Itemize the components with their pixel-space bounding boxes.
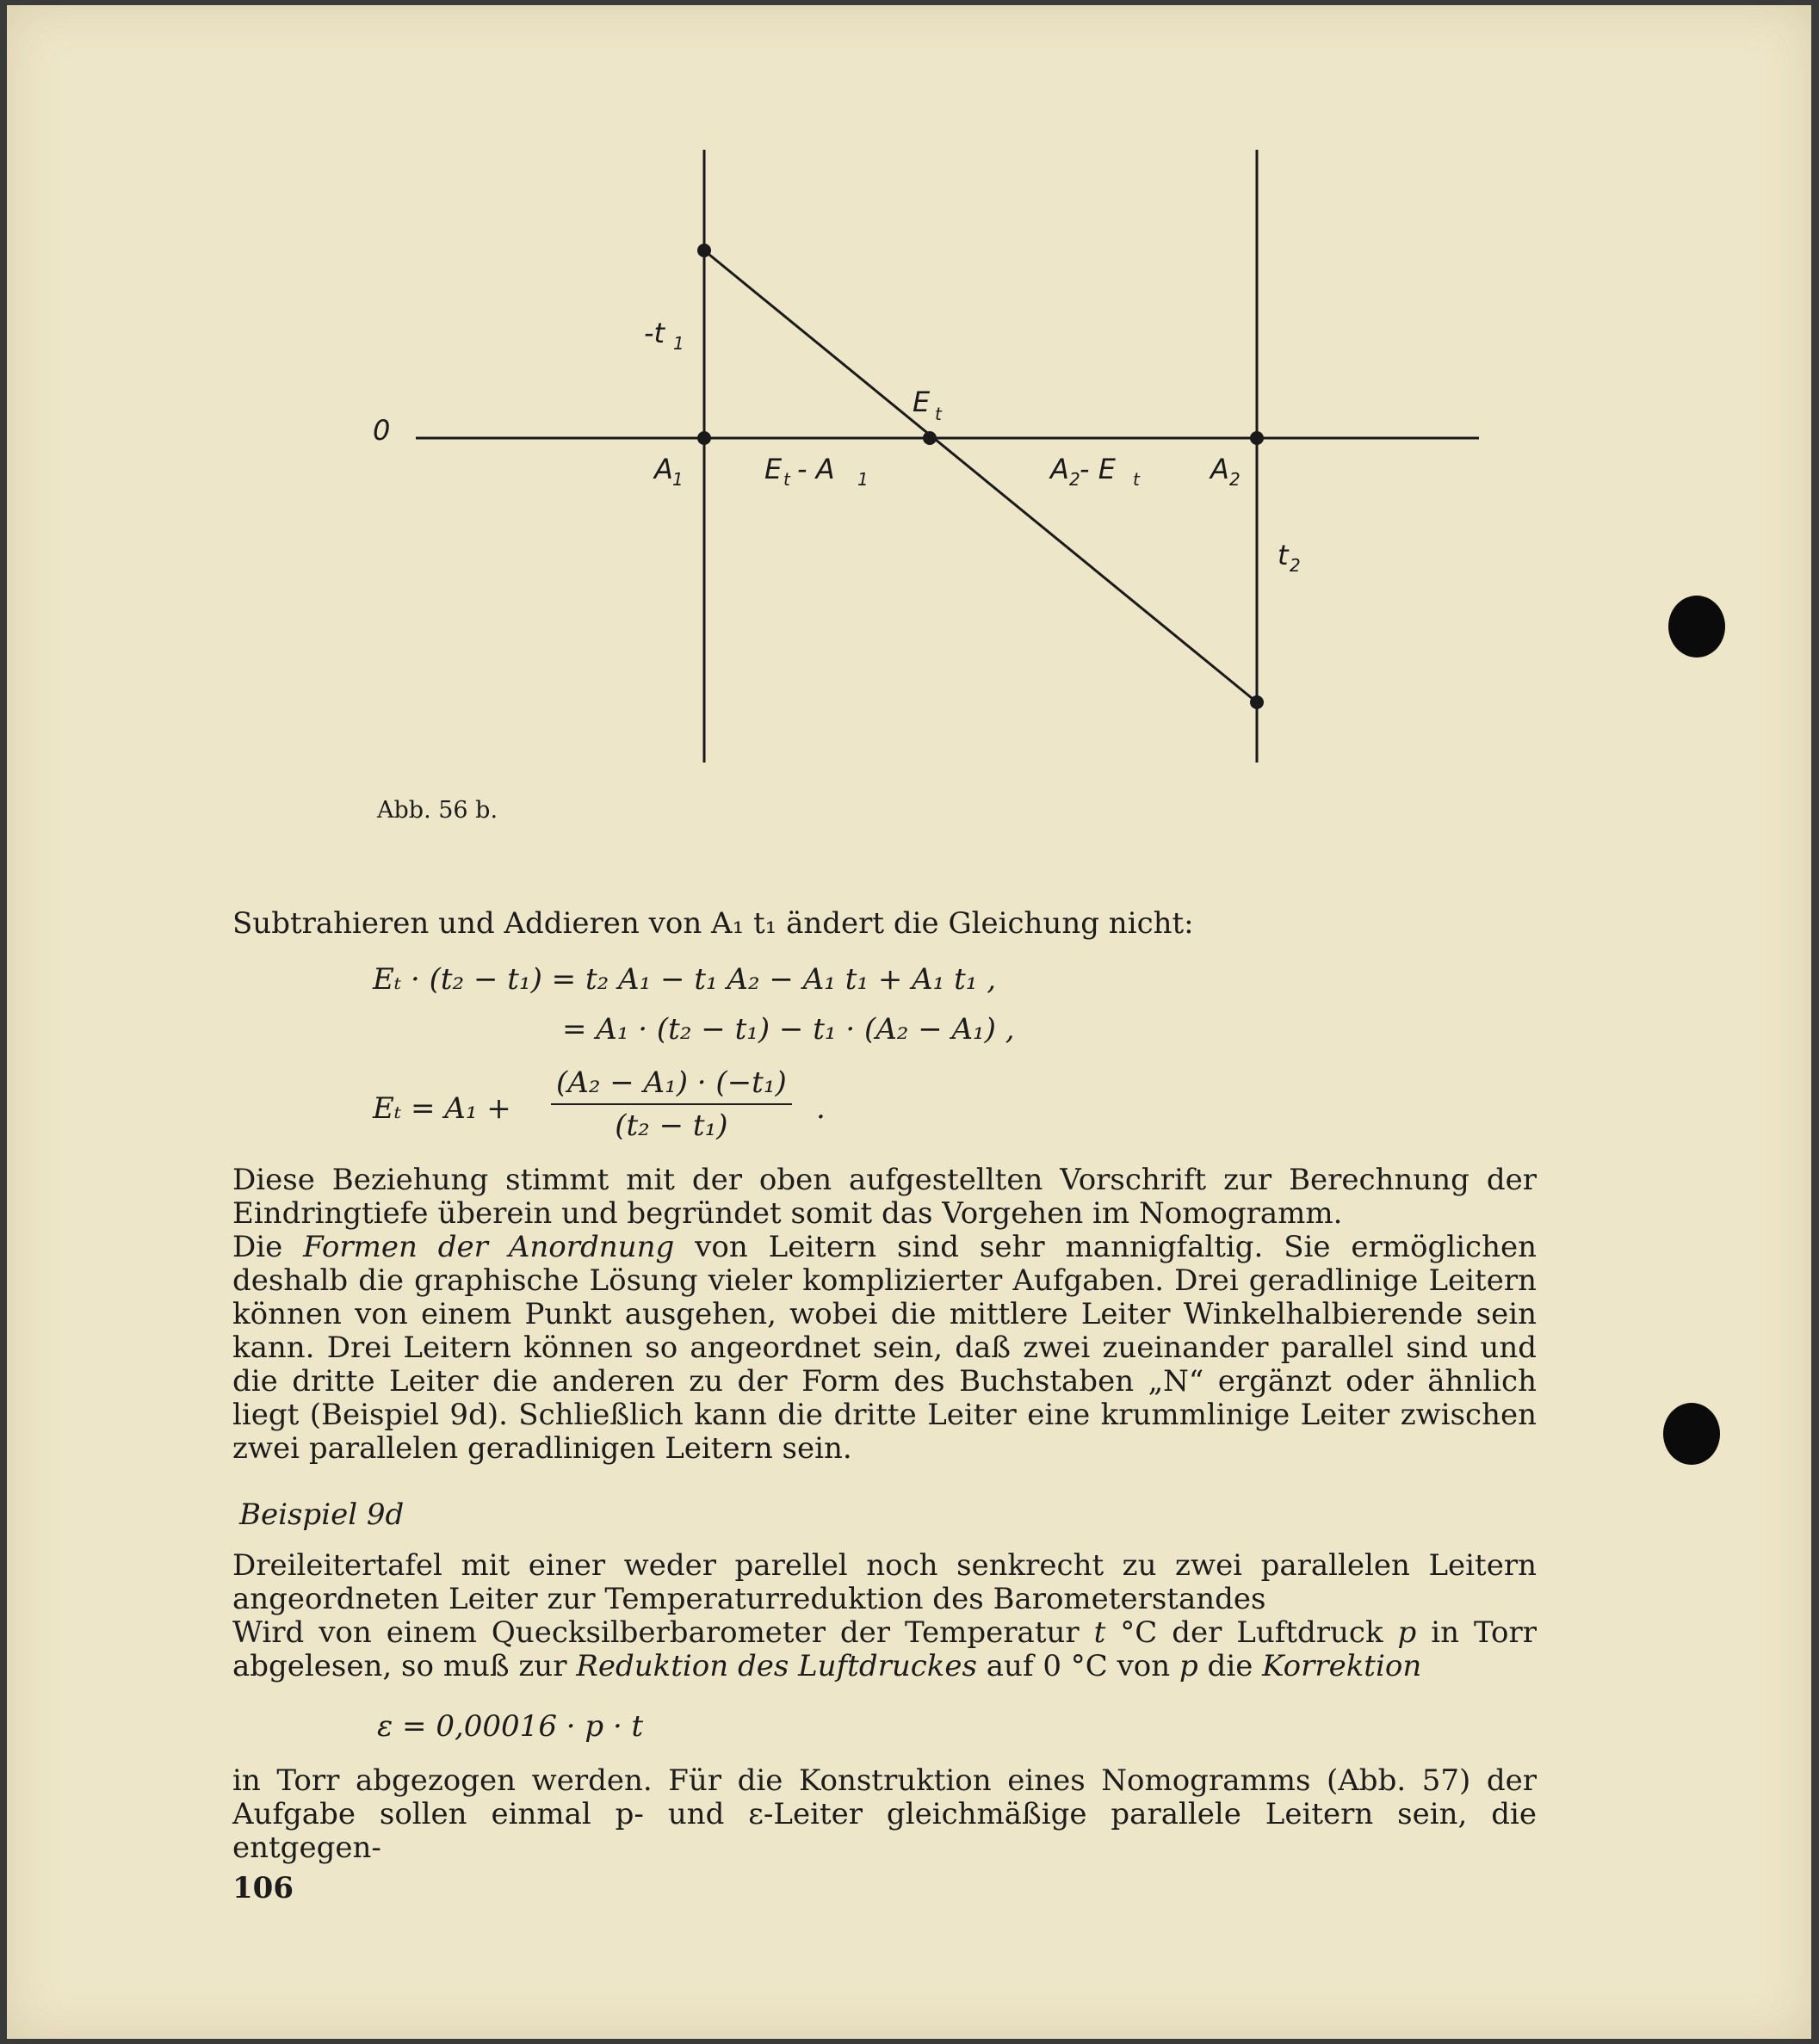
equation-line-1: Eₜ · (t₂ − t₁) = t₂ A₁ − t₁ A₂ − A₁ t₁ + A₁ t₁ , (373, 962, 997, 997)
t2-label: t (1278, 539, 1289, 571)
point-A1 (697, 431, 711, 445)
svg-text:2: 2 (1069, 469, 1080, 490)
svg-text:- A: - A (797, 453, 835, 485)
paragraph-3: Dreileitertafel mit einer weder parellel noch senkrecht zu zwei parallelen Leitern angeordneten Leiter zur Temperaturreduktion des Barometerstandes (232, 1548, 1537, 1616)
fraction-denominator: (t₂ − t₁) (615, 1108, 728, 1143)
point-t2 (1250, 695, 1264, 709)
book-page (7, 5, 1811, 2039)
A1-label: A (654, 453, 673, 485)
neg-t1-label: -t (644, 317, 665, 349)
svg-text:2: 2 (1290, 555, 1301, 576)
svg-text:t: t (783, 469, 790, 490)
svg-text:t: t (1133, 469, 1140, 490)
correction-formula: ε = 0,00016 · p · t (377, 1709, 644, 1744)
intro-line: Subtrahieren und Addieren von A₁ t₁ ändert die Gleichung nicht: (232, 906, 1194, 941)
svg-text:1: 1 (857, 469, 869, 490)
paragraph-2: Die Formen der Anordnung von Leitern sind sehr mannigfaltig. Sie ermöglichen deshalb die graphische Lösung vieler komplizierter Aufgaben. Drei geradlinige Leitern können von einem Punkt ausgehen, wobei die mittlere Leiter Winkelhalbierende sein kann. Drei Leitern können so angeordnet sein, daß zwei zueinander parallel sind und die dritte Leiter die anderen zu der Form des Buchstaben „N“ ergänzt oder ähnlich liegt (Beispiel 9d). Schließlich kann die dritte Leiter eine krummlinige Leiter zwischen zwei parallelen geradlinigen Leitern sein. (232, 1230, 1537, 1466)
paragraph-5: in Torr abgezogen werden. Für die Konstruktion eines Nomogramms (Abb. 57) der Aufgabe sollen einmal p- und ε-Leiter gleichmäßige parallele Leitern sein, die entgegen- (232, 1763, 1537, 1865)
example-heading: Beispiel 9d (239, 1497, 405, 1532)
page-number: 106 (232, 1871, 294, 1905)
svg-text:- E: - E (1080, 453, 1116, 485)
Et-label: E (913, 386, 931, 418)
nomogram-figure (7, 5, 1811, 831)
equation-line-2: = A₁ · (t₂ − t₁) − t₁ · (A₂ − A₁) , (562, 1012, 1015, 1047)
fraction-numerator: (A₂ − A₁) · (−t₁) (551, 1065, 792, 1105)
point-A2 (1250, 431, 1264, 445)
equation-end: . (816, 1091, 826, 1126)
equation-line-3-lhs: Eₜ = A₁ + (373, 1091, 511, 1126)
svg-text:t: t (935, 404, 942, 424)
svg-text:2: 2 (1229, 469, 1241, 490)
paragraph-4: Wird von einem Quecksilberbarometer der Temperatur t °C der Luftdruck p in Torr abgelesen, so muß zur Reduktion des Luftdruckes auf 0 °C von p die Korrektion (232, 1615, 1537, 1683)
A2-minus-Et-label: A (1050, 453, 1069, 485)
figure-caption: Abb. 56 b. (377, 797, 498, 824)
punch-hole (1663, 1403, 1720, 1465)
Et-minus-A1-label: E (764, 453, 783, 485)
paragraph-1: Diese Beziehung stimmt mit der oben aufgestellten Vorschrift zur Berechnung der Eindringtiefe überein und begründet somit das Vorgehen im Nomogramm. (232, 1163, 1537, 1231)
origin-label: 0 (373, 414, 391, 447)
svg-text:1: 1 (673, 333, 684, 354)
A2-label: A (1210, 453, 1229, 485)
point-neg-t1 (697, 244, 711, 257)
point-Et (923, 431, 937, 445)
svg-text:1: 1 (672, 469, 684, 490)
equation-fraction (551, 1065, 792, 1143)
